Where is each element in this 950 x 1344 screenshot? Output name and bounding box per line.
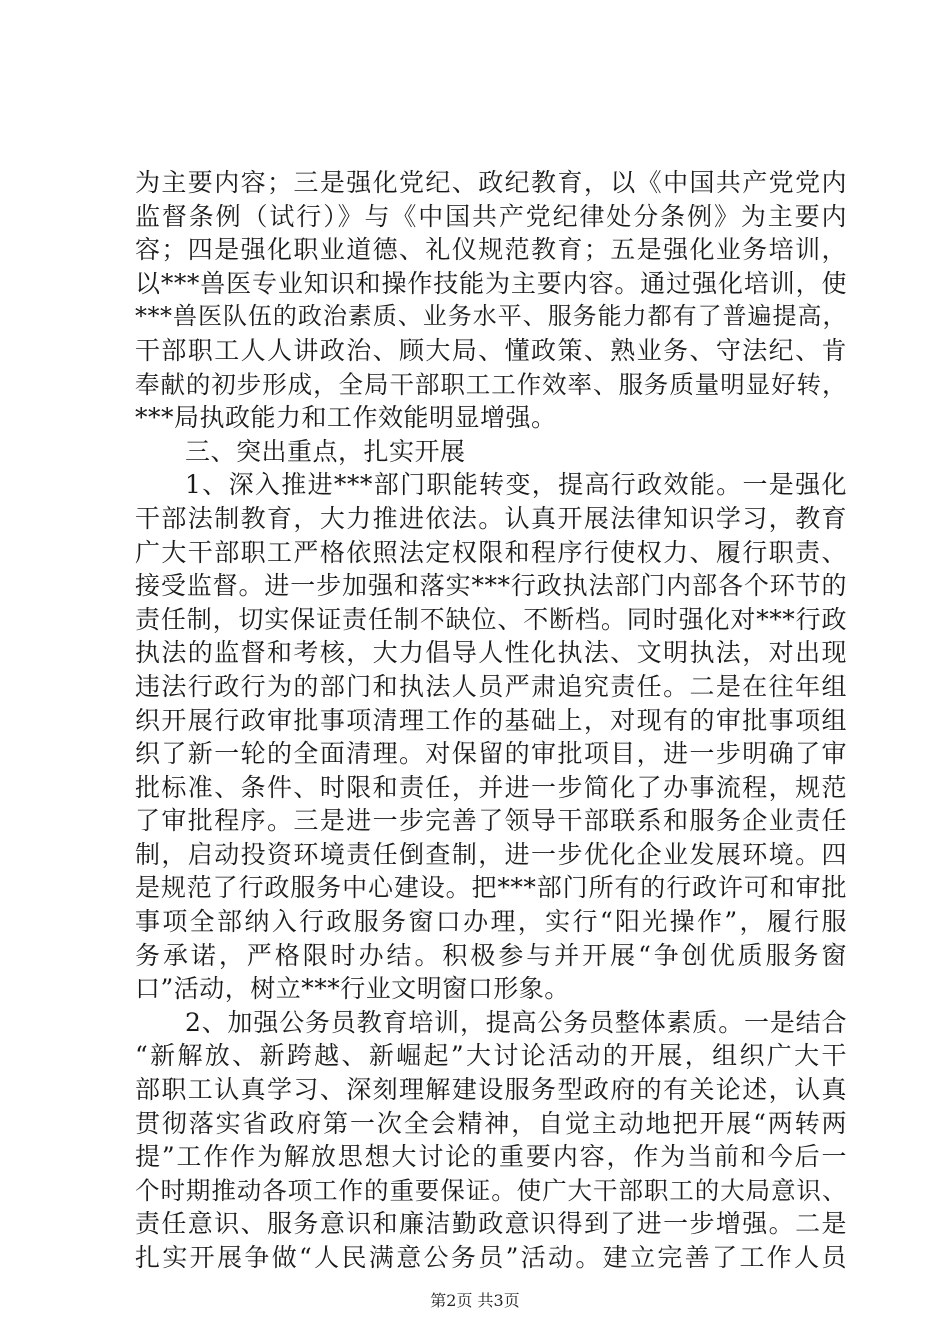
document-body	[135, 166, 847, 1275]
text-line: 责任制，切实保证责任制不缺位、不断档。同时强化对***行政	[135, 604, 847, 634]
text-line: 部职工认真学习、深刻理解建设服务型政府的有关论述，认真	[135, 1075, 847, 1105]
text-line: “新解放、新跨越、新崛起”大讨论活动的开展，组织广大干	[135, 1041, 847, 1071]
page-footer: 第2页 共3页	[430, 1291, 520, 1310]
text-line: 责任意识、服务意识和廉洁勤政意识得到了进一步增强。二是	[135, 1209, 847, 1239]
text-line: 执法的监督和考核，大力倡导人性化执法、文明执法，对出现	[135, 638, 847, 668]
text-line: 干部法制教育，大力推进依法。认真开展法律知识学习，教育	[135, 503, 847, 533]
text-line: 织开展行政审批事项清理工作的基础上，对现有的审批事项组	[135, 705, 847, 735]
text-line: 制，启动投资环境责任倒查制，进一步优化企业发展环境。四	[135, 839, 847, 869]
text-line: 为主要内容；三是强化党纪、政纪教育，以《中国共产党党内	[135, 168, 847, 197]
text-line: ***兽医队伍的政治素质、业务水平、服务能力都有了普遍提高，	[135, 302, 847, 331]
text-line: 三、突出重点，扎实开展	[185, 436, 466, 466]
text-line: 批标准、条件、时限和责任，并进一步简化了办事流程，规范	[135, 772, 847, 802]
text-line: 织了新一轮的全面清理。对保留的审批项目，进一步明确了审	[135, 739, 847, 769]
text-line: 事项全部纳入行政服务窗口办理，实行“阳光操作”，履行服	[135, 907, 847, 937]
text-line: 是规范了行政服务中心建设。把***部门所有的行政许可和审批	[135, 873, 847, 903]
text-line: 口”活动，树立***行业文明窗口形象。	[135, 974, 570, 1004]
text-line: 贯彻落实省政府第一次全会精神，自觉主动地把开展“两转两	[135, 1108, 847, 1138]
text-line: 广大干部职工严格依照法定权限和程序行使权力、履行职责、	[135, 537, 847, 567]
text-line: 1、深入推进***部门职能转变，提高行政效能。一是强化	[185, 470, 847, 500]
text-line: 奉献的初步形成，全局干部职工工作效率、服务质量明显好转，	[135, 369, 847, 399]
text-line: 容；四是强化职业道德、礼仪规范教育；五是强化业务培训，	[135, 235, 847, 265]
text-line: 扎实开展争做“人民满意公务员”活动。建立完善了工作人员	[135, 1243, 847, 1272]
text-line: ***局执政能力和工作效能明显增强。	[135, 403, 557, 433]
text-line: 接受监督。进一步加强和落实***行政执法部门内部各个环节的	[135, 571, 847, 601]
text-line: 违法行政行为的部门和执法人员严肃追究责任。二是在往年组	[135, 671, 847, 701]
text-line: 个时期推动各项工作的重要保证。使广大干部职工的大局意识、	[135, 1175, 847, 1205]
text-line: 监督条例（试行）》与《中国共产党纪律处分条例》为主要内	[135, 201, 847, 231]
text-line: 2、加强公务员教育培训，提高公务员整体素质。一是结合	[185, 1007, 847, 1037]
text-line: 了审批程序。三是进一步完善了领导干部联系和服务企业责任	[135, 806, 847, 836]
text-line: 务承诺，严格限时办结。积极参与并开展“争创优质服务窗	[135, 940, 847, 970]
text-line: 提”工作作为解放思想大讨论的重要内容，作为当前和今后一	[135, 1142, 847, 1172]
text-line: 以***兽医专业知识和操作技能为主要内容。通过强化培训，使	[135, 268, 847, 298]
text-line: 干部职工人人讲政治、顾大局、懂政策、熟业务、守法纪、肯	[135, 335, 847, 365]
